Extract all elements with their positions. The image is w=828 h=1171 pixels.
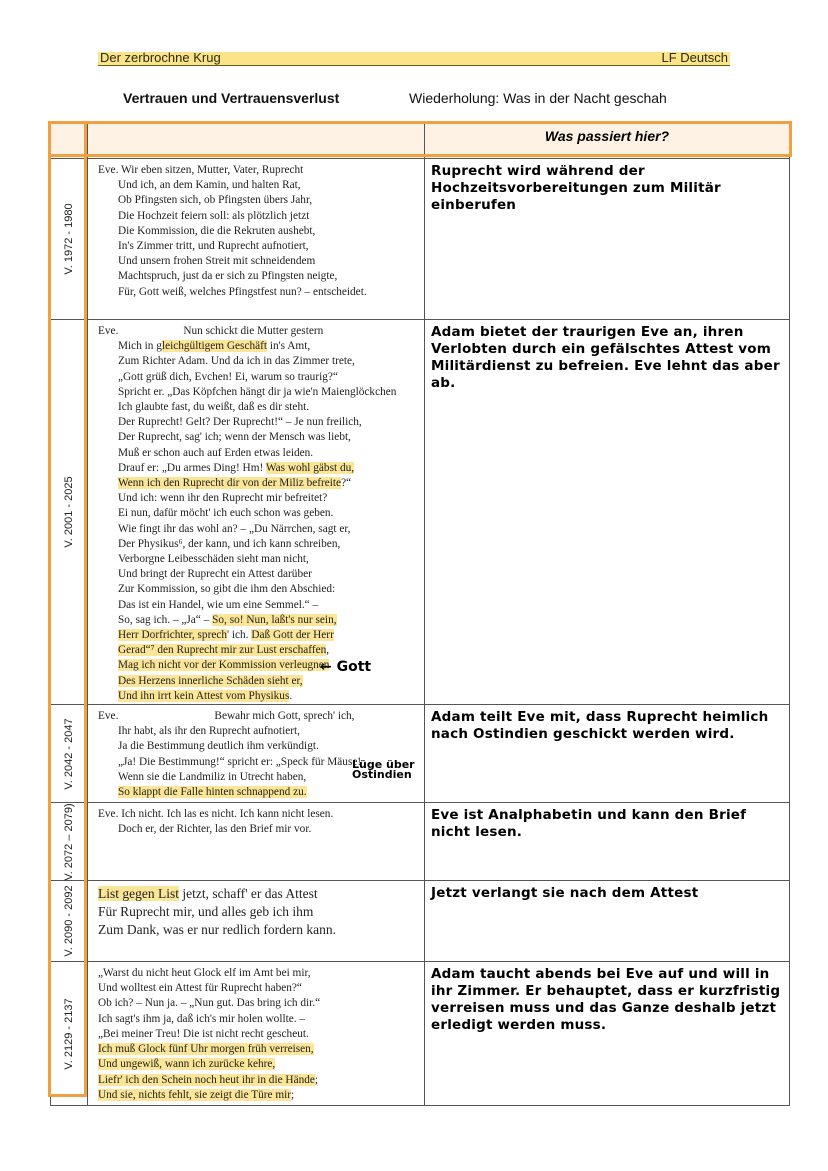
verse-text: Ob Pfingsten sich, ob Pfingsten übers Jahr, — [118, 194, 313, 207]
verse-line — [98, 285, 424, 300]
verse-line — [98, 385, 424, 400]
text-excerpt — [88, 803, 424, 837]
verse-range-label: V. 2042 - 2047 — [63, 718, 75, 790]
verse-line — [98, 981, 424, 996]
worksheet-subtitle: Wiederholung: Was in der Nacht geschah — [409, 90, 667, 106]
verse-line — [98, 822, 424, 837]
table-header-row — [51, 124, 790, 159]
verse-text: Der Ruprecht, sag' ich; wenn der Mensch was liebt, — [118, 431, 351, 444]
verse-line — [98, 966, 424, 981]
verse-range-cell — [51, 803, 88, 881]
verse-line — [98, 476, 424, 491]
verse-range-label: V. 2072 – 2079) — [63, 802, 75, 881]
verse-text: Und bringt der Ruprecht ein Attest darüber — [118, 568, 312, 581]
verse-text: Ja die Bestimmung deutlich ihm verkündigt. — [118, 740, 319, 753]
text-excerpt-cell — [88, 705, 425, 803]
verse-text: Der Ruprecht! Gelt? Der Ruprecht!“ – Je nun freilich, — [118, 416, 362, 429]
highlighted-text: So klappt die Falle hinten schnappend zu. — [118, 786, 307, 799]
verse-range-cell — [51, 962, 88, 1106]
verse-text: Ihr habt, als ihr den Ruprecht aufnotiert, — [118, 725, 300, 738]
verse-text: Muß er schon auch auf Erden etwas leiden. — [118, 446, 314, 459]
verse-text: Wie fingt ihr das wohl an? – „Du Närrchen, sagt er, — [118, 522, 351, 535]
verse-text: Machtspruch, just da er sich zu Pfingsten neigte, — [118, 270, 338, 283]
verse-text: ; — [291, 1088, 295, 1101]
answer-cell[interactable] — [425, 962, 790, 1106]
verse-text: ?“ — [341, 477, 352, 490]
handwritten-answer: Adam teilt Eve mit, dass Ruprecht heimlich nach Ostindien geschickt werden wird. — [431, 709, 769, 743]
verse-line — [98, 537, 424, 552]
verse-text: In's Zimmer tritt, und Ruprecht aufnotiert, — [118, 240, 309, 253]
verse-line — [98, 370, 424, 385]
verse-range-label: V. 2001 - 2025 — [63, 476, 75, 548]
verse-line — [98, 193, 424, 208]
verse-line — [98, 1073, 424, 1088]
verse-line — [98, 658, 424, 673]
text-excerpt — [88, 881, 424, 939]
answer-cell[interactable] — [425, 159, 790, 320]
verse-line — [98, 709, 424, 724]
highlighted-text: Was wohl gäbst du, — [265, 461, 355, 474]
text-excerpt-cell — [88, 159, 425, 320]
verse-text: Und wolltest ein Attest für Ruprecht haben?“ — [98, 982, 302, 995]
text-excerpt-cell — [88, 320, 425, 705]
verse-line — [98, 1027, 424, 1042]
verse-text: Ich glaubte fast, du weißt, daß es dir steht. — [118, 401, 310, 414]
verse-line — [98, 269, 424, 284]
table-row — [51, 962, 790, 1106]
verse-text: Ei nun, dafür möcht' ich euch schon was geben. — [118, 507, 334, 520]
highlighted-text: Herr Dorfrichter, sprech — [118, 629, 228, 642]
text-excerpt-cell — [88, 962, 425, 1106]
highlighted-text: leichgültigem Geschäft — [161, 340, 268, 353]
verse-line — [98, 628, 424, 643]
handwritten-answer: Adam taucht abends bei Eve auf und will in ihr Zimmer. Er behauptet, dass er kurzfristig verreisen muss und das Ganze deshalb jetzt erledigt werden muss. — [431, 966, 781, 1034]
handwritten-answer: Ruprecht wird während der Hochzeitsvorbereitungen zum Militär einberufen — [431, 163, 721, 213]
verse-line — [98, 724, 424, 739]
verse-line — [98, 446, 424, 461]
verse-text: Spricht er. „Das Köpfchen hängt dir ja wie'n Maienglöckchen — [118, 385, 397, 398]
verse-line — [98, 1057, 424, 1072]
answer-cell[interactable] — [425, 320, 790, 705]
answer-cell[interactable] — [425, 881, 790, 962]
verse-text: Eve. Bewahr mich Gott, sprech' ich, — [98, 710, 355, 723]
verse-text: jetzt, schaff' er das Attest — [179, 886, 318, 902]
table-row — [51, 803, 790, 881]
verse-line — [98, 1042, 424, 1057]
verse-line — [98, 522, 424, 537]
verse-text: Das ist ein Handel, wie um eine Semmel.“ – — [118, 598, 319, 611]
highlighted-text: Liefr' ich den Schein noch heut ihr in die Hände — [98, 1073, 315, 1086]
verse-line — [98, 567, 424, 582]
highlighted-text: Und sie, nichts fehlt, sie zeigt die Türe mir — [98, 1088, 292, 1101]
highlighted-text: Wenn ich den Ruprecht dir von der Miliz befreite — [118, 477, 342, 490]
verse-text: Und unsern frohen Streit mit schneidendem — [118, 255, 316, 268]
header-bar — [98, 52, 730, 66]
verse-text: Mich in g — [118, 340, 162, 353]
verse-line — [98, 178, 424, 193]
verse-text: ; — [314, 1073, 319, 1086]
worksheet-title: Vertrauen und Vertrauensverlust — [123, 90, 340, 106]
text-excerpt — [88, 962, 424, 1103]
verse-line — [98, 807, 424, 822]
verse-line — [98, 324, 424, 339]
verse-line — [98, 254, 424, 269]
verse-line — [98, 689, 424, 704]
table-row — [51, 881, 790, 962]
table-row — [51, 705, 790, 803]
verse-line — [98, 552, 424, 567]
verse-text: „Warst du nicht heut Glock elf im Amt bei mir, — [98, 967, 311, 980]
verse-range-label: V. 2129 - 2137 — [63, 998, 75, 1070]
verse-line — [98, 506, 424, 521]
verse-text: „Gott grüß dich, Evchen! Ei, warum so traurig?“ — [118, 370, 338, 383]
verse-range-cell — [51, 320, 88, 705]
highlighted-text: Mag ich nicht vor der Kommission verleugnen — [118, 659, 330, 672]
verse-range-label: V. 1972 - 1980 — [63, 203, 75, 275]
header-subject: LF Deutsch — [661, 50, 728, 65]
verse-text: Für Ruprecht mir, und alles geb ich ihm — [98, 904, 314, 920]
verse-line — [98, 582, 424, 597]
verse-line — [98, 921, 424, 939]
verse-text: Drauf er: „Du armes Ding! Hm! — [118, 461, 266, 474]
highlighted-text: Des Herzens innerliche Schäden sieht er, — [118, 674, 303, 687]
handwritten-margin-note: ← Gott — [320, 659, 372, 675]
verse-line — [98, 739, 424, 754]
text-excerpt-cell — [88, 803, 425, 881]
text-excerpt — [88, 159, 424, 300]
verse-text: Eve. Nun schickt die Mutter gestern — [98, 325, 324, 337]
verse-line — [98, 209, 424, 224]
verse-text: Zum Richter Adam. Und da ich in das Zimmer trete, — [118, 355, 355, 368]
verse-text: Die Hochzeit feiern soll: als plötzlich jetzt — [118, 209, 310, 222]
verse-line — [98, 163, 424, 178]
verse-text: Für, Gott weiß, welches Pfingstfest nun? – entscheidet. — [118, 285, 367, 298]
verse-text: Zur Kommission, so gibt die ihm den Abschied: — [118, 583, 336, 596]
header-cell-question: Was passiert hier? — [425, 124, 790, 159]
verse-text: Und ich, an dem Kamin, und halten Rat, — [118, 179, 301, 192]
verse-range-cell — [51, 881, 88, 962]
verse-line — [98, 1088, 424, 1103]
verse-line — [98, 598, 424, 613]
verse-line — [98, 239, 424, 254]
verse-line — [98, 903, 424, 921]
verse-text: Ob ich? – Nun ja. – „Nun gut. Das bring ich dir.“ — [98, 997, 321, 1010]
table-row — [51, 159, 790, 320]
verse-line — [98, 1012, 424, 1027]
text-excerpt-cell — [88, 881, 425, 962]
verse-range-label: V. 2090 - 2092 — [63, 885, 75, 957]
verse-line — [98, 613, 424, 628]
handwritten-answer: Adam bietet der traurigen Eve an, ihren Verlobten durch ein gefälschtes Attest vom Militärdienst zu befreien. Eve lehnt das aber ab. — [431, 324, 780, 391]
verse-text: Der Physikus⁶, der kann, und ich kann schreiben, — [118, 537, 341, 550]
verse-line — [98, 400, 424, 415]
verse-text: Die Kommission, die die Rekruten aushebt, — [118, 224, 316, 237]
highlighted-text: So, so! Nun, laßt's nur sein, — [212, 613, 337, 626]
handwritten-answer: Eve ist Analphabetin und kann den Brief nicht lesen. — [431, 807, 747, 841]
verse-text: Eve. Ich nicht. Ich las es nicht. Ich kann nicht lesen. — [98, 808, 334, 821]
highlighted-text: Und ihn irrt kein Attest vom Physikus — [118, 689, 290, 702]
verse-text: Doch er, der Richter, las den Brief mir vor. — [118, 823, 312, 836]
verse-line — [98, 461, 424, 476]
verse-line — [98, 996, 424, 1011]
verse-line — [98, 430, 424, 445]
text-excerpt — [88, 320, 424, 704]
highlighted-text: List gegen List — [98, 886, 179, 902]
verse-text: „Bei meiner Treu! Die ist nicht recht gescheut. — [98, 1027, 309, 1040]
highlighted-text: Gerad“⁷ den Ruprecht mir zur Lust erschaffen — [118, 644, 327, 657]
header-title: Der zerbrochne Krug — [100, 50, 221, 65]
verse-text: . — [289, 689, 293, 702]
highlighted-text: Und ungewiß, wann ich zurücke kehre, — [98, 1058, 276, 1071]
header-cell-empty — [51, 124, 88, 159]
verse-text: Verborgne Leibesschäden sieht man nicht, — [118, 553, 309, 566]
verse-text: Wenn sie die Landmiliz in Utrecht haben, — [118, 770, 307, 783]
verse-line — [98, 339, 424, 354]
verse-text: Zum Dank, was er nur redlich fordern kann. — [98, 922, 337, 938]
verse-line — [98, 224, 424, 239]
verse-text: ' ich. — [227, 629, 252, 642]
header-cell-text — [88, 124, 425, 159]
verse-line — [98, 785, 424, 800]
verse-line — [98, 354, 424, 369]
verse-text: Und ich: wenn ihr den Ruprecht mir befreitet? — [118, 492, 328, 505]
handwritten-answer: Jetzt verlangt sie nach dem Attest — [431, 885, 699, 902]
verse-text: Ich sagt's ihm ja, daß ich's mir holen wollte. – — [98, 1012, 306, 1025]
verse-line — [98, 491, 424, 506]
verse-line — [98, 643, 424, 658]
highlighted-text: Ich muß Glock fünf Uhr morgen früh verreisen, — [98, 1043, 314, 1056]
verse-text: in's Amt, — [267, 340, 311, 353]
verse-range-cell — [51, 159, 88, 320]
verse-line — [98, 885, 424, 903]
verse-text: So, sag ich. – „Ja“ – — [118, 613, 213, 626]
verse-line — [98, 674, 424, 689]
highlighted-text: Daß Gott der Herr — [251, 629, 334, 642]
verse-range-cell — [51, 705, 88, 803]
verse-text: Eve. Wir eben sitzen, Mutter, Vater, Ruprecht — [98, 164, 304, 176]
verse-text: „Ja! Die Bestimmung!“ spricht er: „Speck für Mäuse! — [118, 755, 362, 768]
answer-cell[interactable] — [425, 705, 790, 803]
verse-line — [98, 415, 424, 430]
text-excerpt — [88, 705, 424, 800]
analysis-table — [50, 123, 790, 1106]
verse-text: , — [326, 644, 330, 657]
answer-cell[interactable] — [425, 803, 790, 881]
handwritten-margin-note: Lüge über Ostindien — [352, 758, 415, 781]
table-row — [51, 320, 790, 705]
